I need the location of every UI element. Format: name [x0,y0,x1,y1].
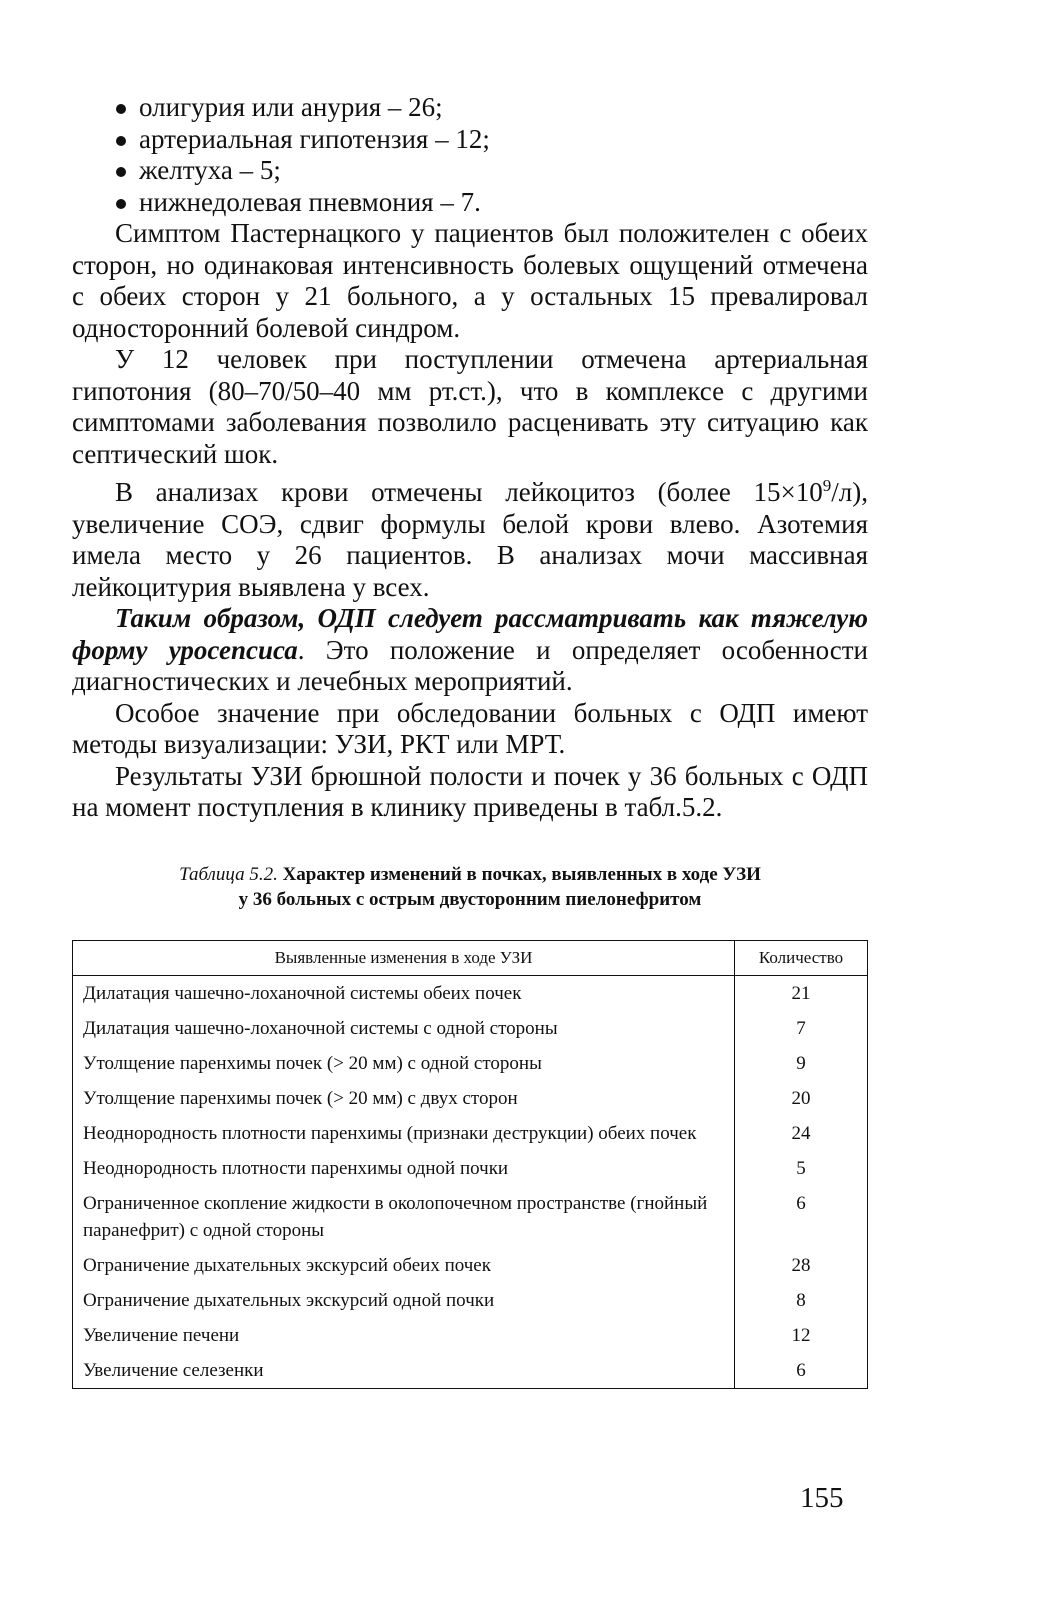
cell-count: 5 [735,1151,868,1186]
table-row [73,1353,868,1389]
table-header-row [73,940,868,975]
list-item [72,92,868,124]
paragraph-conclusion [72,603,868,698]
page-number: 155 [800,1482,844,1514]
table-row [73,1116,868,1151]
cell-change: Ограниченное скопление жидкости в околопочечном пространстве (гнойный паранефрит) с одной стороны [73,1186,735,1248]
cell-count: 24 [735,1116,868,1151]
cell-change: Неоднородность плотности паренхимы одной почки [73,1151,735,1186]
ultrasound-table [72,940,868,1389]
paragraph-ultrasound-results: Результаты УЗИ брюшной полости и почек у 36 больных с ОДП на момент поступления в клинику приведены в табл.5.2. [72,760,868,822]
caption-title-line2: у 36 больных с острым двусторонним пиелонефритом [238,888,702,910]
cell-count: 9 [735,1046,868,1081]
table-row [73,1151,868,1186]
cell-change: Утолщение паренхимы почек (> 20 мм) с двух сторон [73,1081,735,1116]
paragraph-text: . Это положение и определяет особенности диагностических и лечебных мероприятий. [72,634,868,696]
emphasis-text: Таким образом, ОДП следует рассматривать как тяжелую форму уросепсиса [72,603,868,665]
page-body [72,92,868,1389]
superscript: 9 [822,476,832,495]
cell-change: Ограничение дыхательных экскурсий обеих почек [73,1248,735,1283]
table-row [73,1248,868,1283]
column-header-count: Количество [735,940,868,975]
bullet-icon [116,199,126,209]
paragraph-imaging: Особое значение при обследовании больных с ОДП имеют методы визуализации: УЗИ, РКТ или МРТ. [72,697,868,759]
cell-count: 6 [735,1353,868,1389]
symptom-list [72,92,868,218]
cell-count: 20 [735,1081,868,1116]
table-row [73,1318,868,1353]
table-row [73,1186,868,1248]
cell-change: Дилатация чашечно-лоханочной системы с одной стороны [73,1011,735,1046]
table-row [73,1081,868,1116]
cell-change: Увеличение печени [73,1318,735,1353]
caption-label: Таблица 5.2. [179,863,278,885]
cell-count: 28 [735,1248,868,1283]
cell-change: Дилатация чашечно-лоханочной системы обеих почек [73,975,735,1011]
table-caption [72,862,868,912]
list-item [72,155,868,187]
cell-change: Утолщение паренхимы почек (> 20 мм) с одной стороны [73,1046,735,1081]
bullet-icon [116,136,126,146]
list-item-text: нижнедолевая пневмония – 7. [139,186,481,217]
cell-count: 8 [735,1283,868,1318]
list-item [72,124,868,156]
bullet-icon [116,167,126,177]
paragraph-hypotension: У 12 человек при поступлении отмечена артериальная гипотония (80–70/50–40 мм рт.ст.), что в комплексе с другими симптомами заболевания позволило расценивать эту ситуацию как септический шок. [72,344,868,469]
cell-count: 12 [735,1318,868,1353]
list-item [72,187,868,219]
cell-change: Ограничение дыхательных экскурсий одной почки [73,1283,735,1318]
paragraph-text: /л), увеличение СОЭ, сдвиг формулы белой крови влево. Азотемия имела место у 26 пациентов. В анализах мочи массивная лейкоцитурия выявлена у всех. [72,477,868,602]
paragraph-text: В анализах крови отмечены лейкоцитоз (более 15×10 [115,477,823,507]
table-row [73,1283,868,1318]
column-header-changes: Выявленные изменения в ходе УЗИ [73,940,735,975]
paragraph-blood-tests [72,470,868,603]
list-item-text: олигурия или анурия – 26; [139,92,443,122]
bullet-icon [116,104,126,114]
table-row [73,975,868,1011]
cell-count: 6 [735,1186,868,1248]
cell-change: Увеличение селезенки [73,1353,735,1389]
list-item-text: артериальная гипотензия – 12; [139,123,490,154]
cell-count: 7 [735,1011,868,1046]
table-row [73,1011,868,1046]
caption-line [72,862,868,887]
cell-count: 21 [735,975,868,1011]
cell-change: Неоднородность плотности паренхимы (признаки деструкции) обеих почек [73,1116,735,1151]
table-row [73,1046,868,1081]
list-item-text: желтуха – 5; [139,155,281,185]
paragraph-pasternatsky: Симптом Пастернацкого у пациентов был положителен с обеих сторон, но одинаковая интенсивность болевых ощущений отмечена с обеих сторон у 21 больного, а у остальных 15 превалировал односторонний болевой синдром. [72,218,868,343]
caption-title: Характер изменений в почках, выявленных в ходе УЗИ [282,863,761,885]
